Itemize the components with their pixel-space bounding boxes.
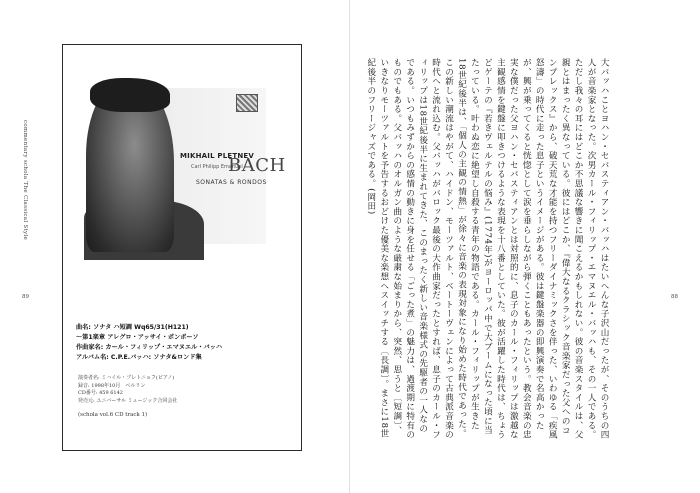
- track-info: [76, 323, 296, 363]
- track-album: アルバム名: C.P.E.バッハ: ソナタ&ロンド集: [76, 354, 202, 361]
- cover-portrait-hair: [90, 78, 170, 112]
- track-movement: 〜第1楽章 アレグロ・アッサイ・ポンポーソ: [76, 334, 199, 341]
- album-cover: [96, 88, 286, 244]
- cover-composer-big: BACH: [228, 155, 286, 176]
- credit-performer: 演奏者名: ミハイル・プレトニョフ(ピアノ): [78, 375, 175, 381]
- track-title: 曲名: ソナタ ハ短調 Wq65/31(H121): [76, 324, 189, 331]
- cover-performer: MIKHAIL PLETNEV: [180, 152, 254, 160]
- running-head: commentary schola The Classical Style: [22, 120, 28, 241]
- commentary-paragraph: 大バッハことヨハン・セバスティアン・バッハはたいへんな子沢山だったが、そのうちの四人が音楽家となった。次男カール・フィリップ・エマヌエル・バッハも、その一人である。ただし我々の耳にはどこか不思議な響きに聞こえるかもしれない。彼の音楽スタイルは、父親とはまったく異なっている。彼にはどこか、『偉大なるクラシック音楽家だった父へのコンプレックス』から、破天荒な才能を持つフリーダイナミックさを伴った、いわゆる「疾風怒濤」の時代に走った息子というイメージがある。彼は鍵盤楽器の即興演奏で名高かったが、興が乗ってくると恍惚として涙を垂らしながら弾くこともあったという。教会音楽の忠実な僕だった父ヨハン・セバスティアンとは対照的に、息子のカール・フィリップは激越な主観感情を鍵盤に叩きつけるような表現を十八番としていた。彼が活躍した時代は、ちょうどゲーテの『若きヴェルテルの悩み』(1774年)がヨーロッパ中で大ブームになった頃に当たっている。叶わぬ恋に絶望し自殺する青年の物語である。カール・フィリップが生きた18世紀後半は、「個人の主観の情熱」が徐々に音楽の表現対象になり始めた時代であった。この新しい潮流はやがて、ハイドン、モーツァルト、ベートーヴェンによって古典派音楽の時代へと流れ込む。父バッハがバロック最後の大作曲家だったとすれば、息子のカール・フィリップは18世紀後半に生まれてきた、このまったく新しい音楽様式の先駆者の一人なのである。いつもみずからの感情の動きに身を任せる「ごった煮」の魅力は、過渡期に特有のものでもある。父バッハのオルガン曲のような厳粛な始まりから、突然、思うと〔短調〕、いきなりモーツァルトを予告するおどけた優美な楽想へスイッチする〔長調〕。まさに18世紀後半のフリージャズである。(岡田): [365, 58, 609, 440]
- cover-title: SONATAS & RONDOS: [196, 179, 267, 186]
- credit-recording: 録音: 1998年10月 ベルリン: [78, 382, 146, 389]
- track-composer: 作曲家名: カール・フィリップ・エマヌエル・バッハ: [76, 344, 223, 351]
- credit-cd-number: CD番号: 459 6142: [78, 390, 123, 396]
- page-number-right: 88: [671, 294, 678, 300]
- page-number-left: 89: [22, 294, 29, 300]
- deutsche-grammophon-logo: [236, 94, 258, 112]
- cd-source: (schola vol.6 CD track 1): [78, 412, 148, 418]
- credit-publisher: 発売元: ユニバーサル ミュージック合同会社: [78, 397, 178, 404]
- credits: [78, 375, 288, 405]
- commentary-body: [365, 58, 610, 440]
- cover-composer-full: Carl Philipp Emanuel: [191, 164, 243, 170]
